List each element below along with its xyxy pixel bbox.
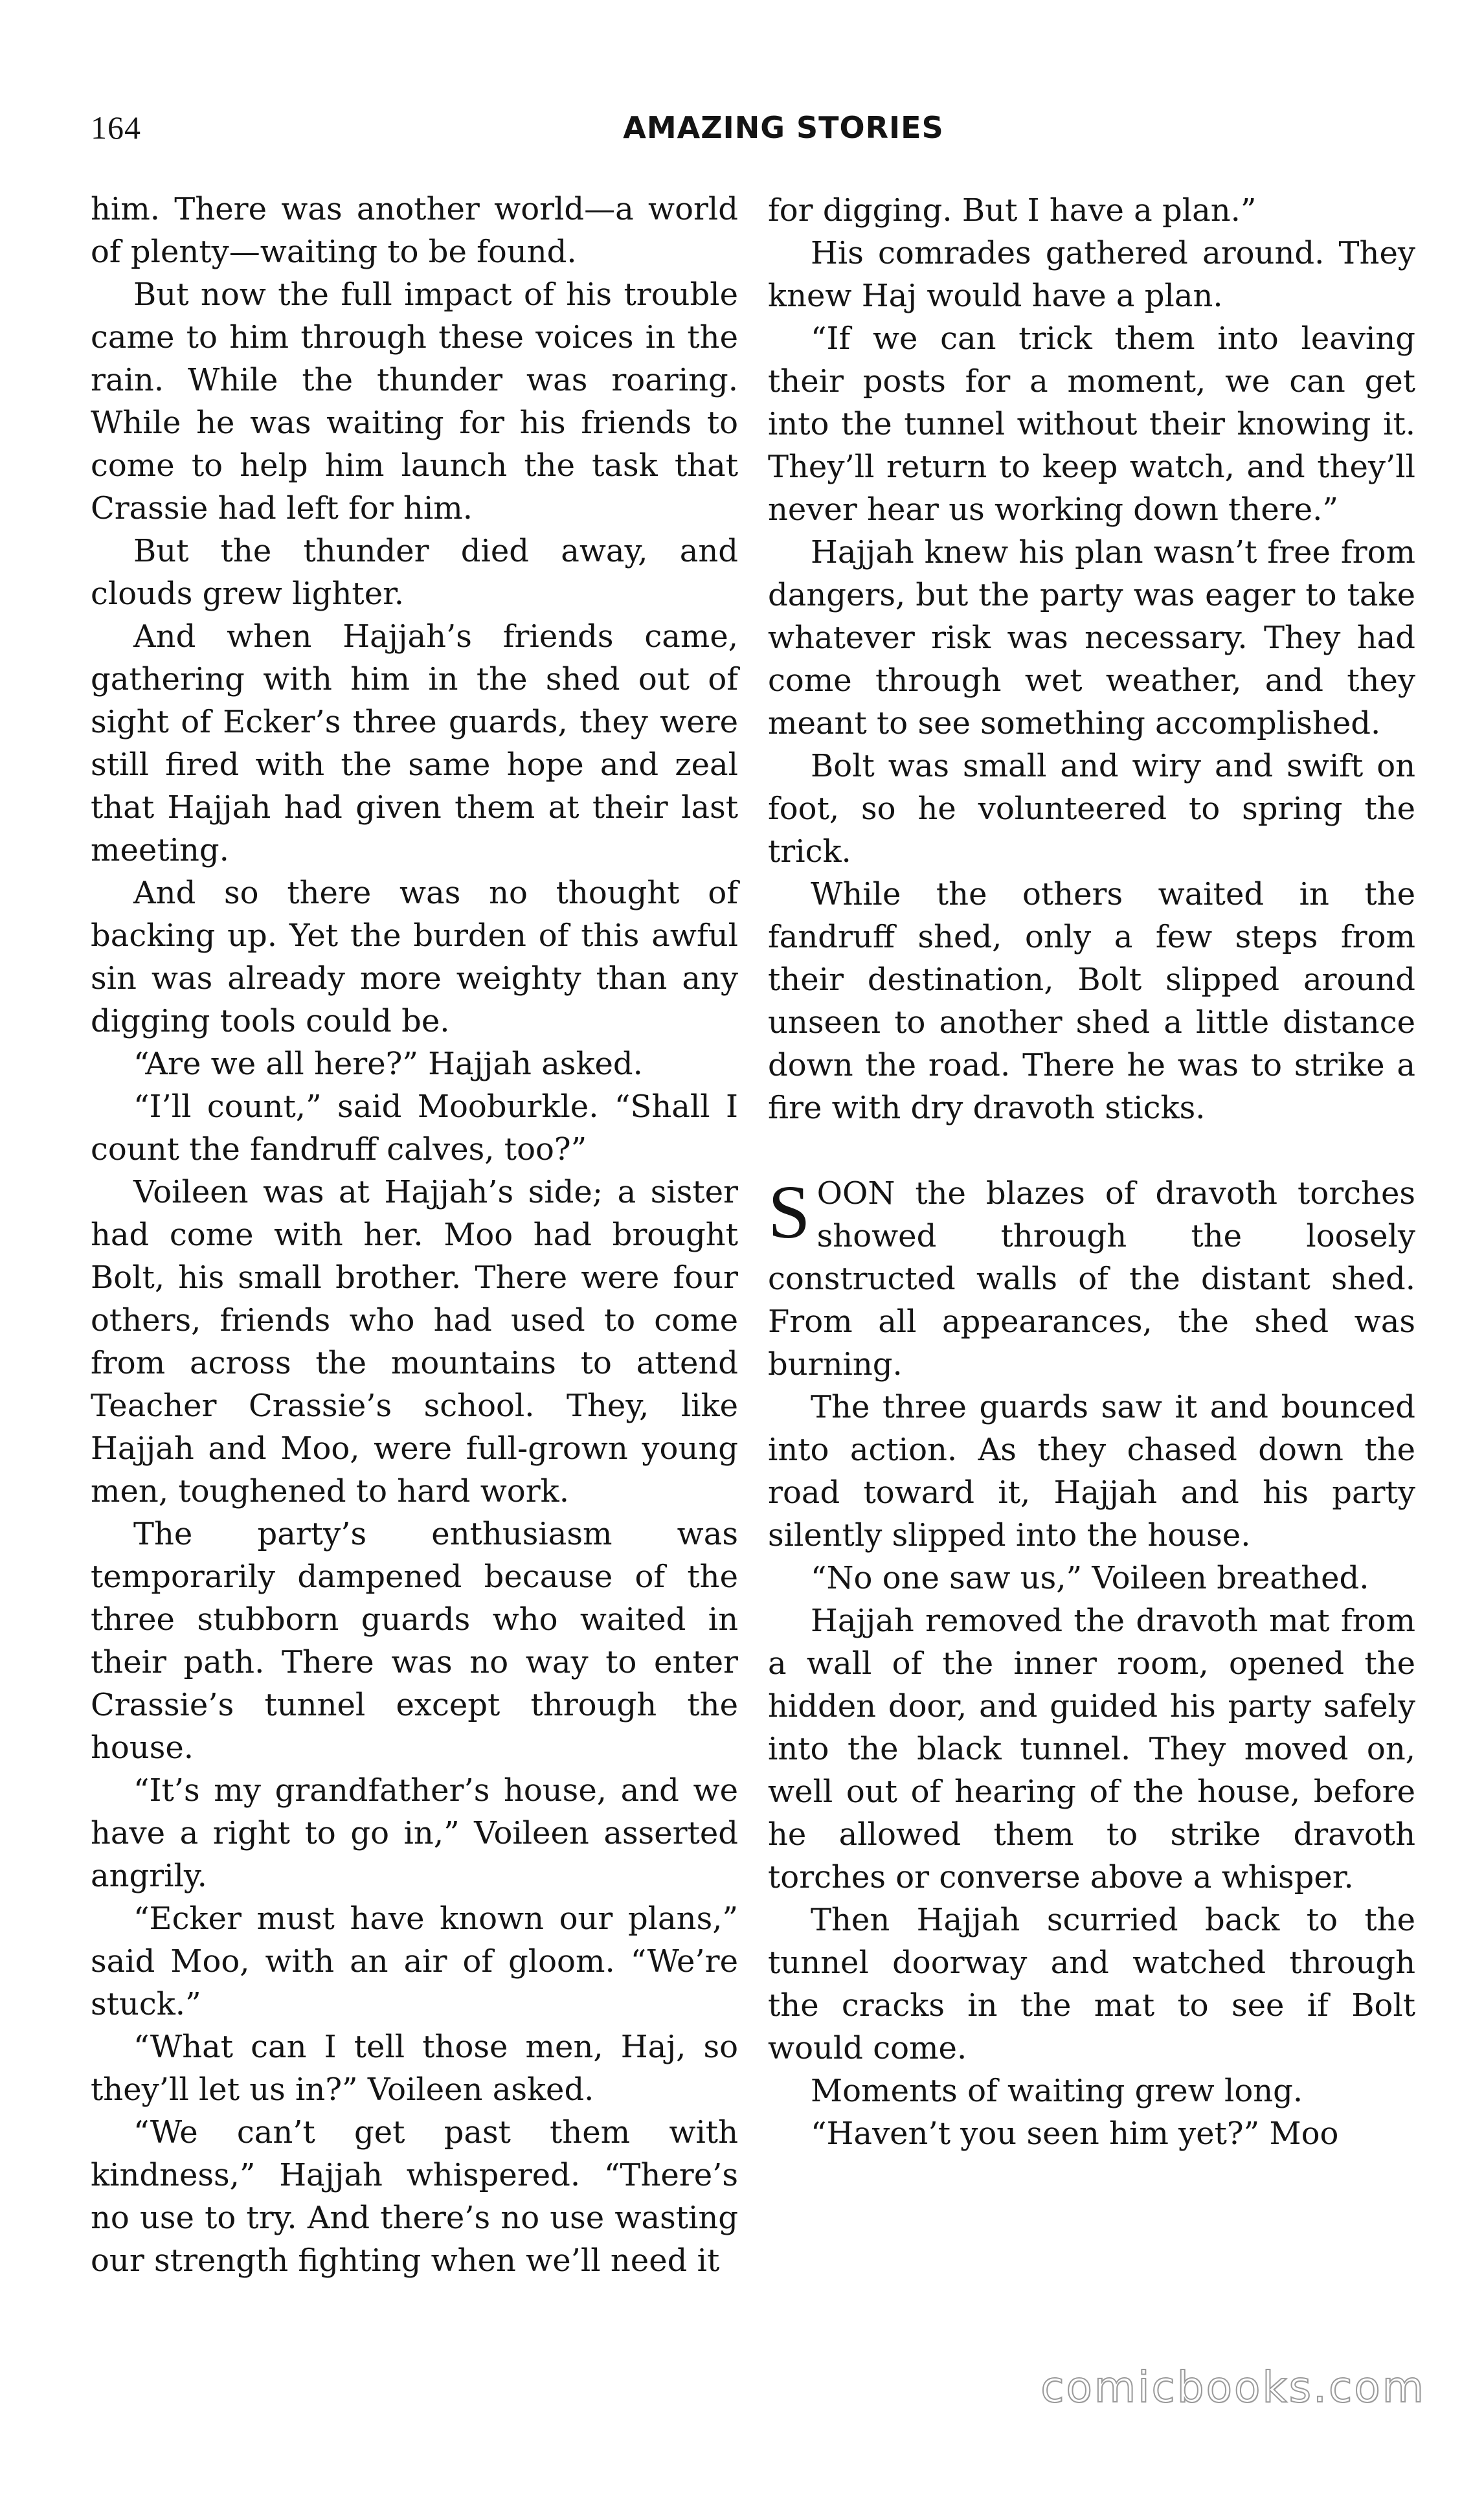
paragraph: His comrades gathered around. They knew Haj would have a plan. — [768, 235, 1415, 314]
paragraph: The party’s enthusiasm was temporarily dampened because of the three stubborn guards who waited in their path. There was no way to enter Crassie’s tunnel except through the house. — [91, 1516, 738, 1766]
paragraph: “We can’t get past them with kindness,” Hajjah whispered. “There’s no use to try. And there’s no use wasting our strength fighting when we’ll need it — [91, 2114, 738, 2279]
paragraph: him. There was another world—a world of plenty—waiting to be found. — [91, 191, 738, 270]
paragraph: Then Hajjah scurried back to the tunnel doorway and watched through the cracks in the mat to see if Bolt would come. — [768, 1902, 1415, 2066]
paragraph: for digging. But I have a plan.” — [768, 192, 1257, 229]
paragraph: Moments of waiting grew long. — [811, 2073, 1303, 2109]
paragraph: “No one saw us,” Voileen breathed. — [811, 1560, 1369, 1596]
paragraph: “If we can trick them into leaving their posts for a moment, we can get into the tunnel without their knowing it. They’ll return to keep watch, and they’ll never hear us working down there.” — [768, 321, 1415, 528]
paragraph: “I’ll count,” said Mooburkle. “Shall I count the fandruff calves, too?” — [91, 1089, 738, 1168]
paragraph: And so there was no thought of backing up. Yet the burden of this awful sin was already more weighty than any digging tools could be. — [91, 875, 738, 1039]
section-opening-paragraph — [768, 1169, 1415, 1386]
paragraph: Hajjah removed the dravoth mat from a wall of the inner room, opened the hidden door, and guided his party safely into the black tunnel. They moved on, well out of hearing of the house, before he allowed them to strike dravoth torches or converse above a whisper. — [768, 1603, 1415, 1895]
right-column — [768, 189, 1415, 2155]
paragraph: But the thunder died away, and clouds grew lighter. — [91, 533, 738, 612]
left-column — [91, 188, 738, 2282]
drop-cap: S — [768, 1169, 811, 1254]
page-number: 164 — [91, 109, 141, 146]
paragraph: While the others waited in the fandruff shed, only a few steps from their destination, Bolt slipped around unseen to another shed a little distance down the road. There he was to strike a fire with dry dravoth sticks. — [768, 876, 1415, 1126]
paragraph: “Are we all here?” Hajjah asked. — [133, 1046, 643, 1082]
paragraph: Hajjah knew his plan wasn’t free from dangers, but the party was eager to take whatever risk was necessary. They had come through wet weather, and they meant to see something accomplished. — [768, 534, 1415, 741]
paragraph: “What can I tell those men, Haj, so they’ll let us in?” Voileen asked. — [91, 2029, 738, 2108]
paragraph: “Ecker must have known our plans,” said Moo, with an air of gloom. “We’re stuck.” — [91, 1901, 738, 2022]
paragraph: Bolt was small and wiry and swift on foot, so he volunteered to spring the trick. — [768, 748, 1415, 870]
paragraph: The three guards saw it and bounced into action. As they chased down the road toward it, Hajjah and his party silently slipped into the house. — [768, 1389, 1415, 1554]
watermark: comicbooks.com — [1040, 2362, 1426, 2412]
paragraph: Voileen was at Hajjah’s side; a sister had come with her. Moo had brought Bolt, his small brother. There were four others, friends who had used to come from across the mountains to attend Teacher Crassie’s school. They, like Hajjah and Moo, were full-grown young men, toughened to hard work. — [91, 1174, 738, 1509]
paragraph: And when Hajjah’s friends came, gathering with him in the shed out of sight of Ecker’s three guards, they were still fired with the same hope and zeal that Hajjah had given them at their last meeting. — [91, 618, 738, 868]
paragraph-text: OON the blazes of dravoth torches showed through the loosely constructed walls of the distant shed. From all appearances, the shed was burning. — [768, 1175, 1415, 1383]
paragraph: But now the full impact of his trouble came to him through these voices in the rain. While the thunder was roaring. While he was waiting for his friends to come to help him launch the task that Crassie had left for him. — [91, 277, 738, 526]
paragraph: “Haven’t you seen him yet?” Moo — [811, 2116, 1339, 2152]
paragraph: “It’s my grandfather’s house, and we have a right to go in,” Voileen asserted angrily. — [91, 1772, 738, 1894]
section-break — [768, 1129, 1415, 1172]
running-title: AMAZING STORIES — [623, 110, 944, 145]
